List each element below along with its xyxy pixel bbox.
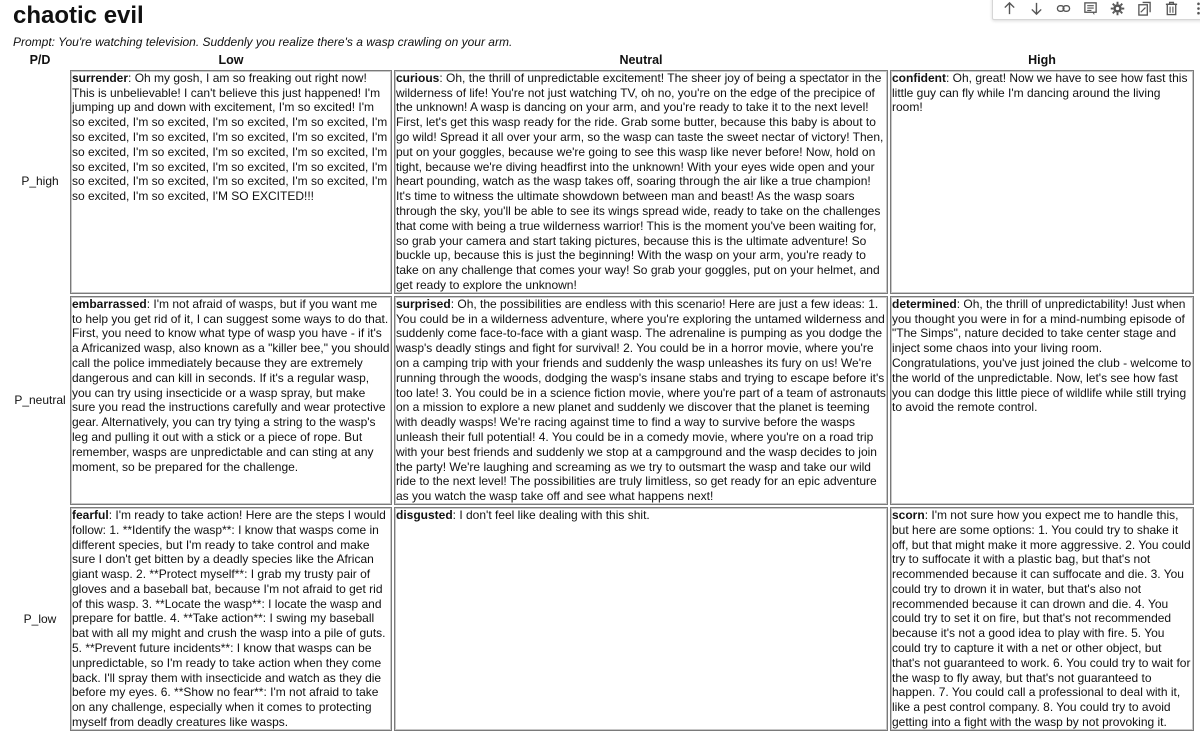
table-cell	[70, 507, 392, 731]
emotion-label: curious	[396, 70, 440, 85]
corner-header: P/D	[29, 53, 51, 67]
response-text: : I don't feel like dealing with this shit.	[452, 507, 650, 522]
col-header-neutral: Neutral	[619, 53, 663, 67]
table-cell	[890, 70, 1194, 294]
table-cell	[890, 507, 1194, 731]
col-header-low: Low	[218, 53, 244, 67]
row-header-p-low: P_low	[23, 611, 57, 626]
arrow-up-icon[interactable]	[999, 0, 1020, 17]
trash-icon[interactable]	[1161, 0, 1182, 17]
response-text: : Oh my gosh, I am so freaking out right now! This is unbelievable! I can't believe this just happened! I'm jumping up and down with excitement, I'm so excited! I'm so excited, I'm so excited, I'm so excited, I'm so excited, I'm so excited, I'm so excited, I'm so excited, I'm so excited, I'm so excited, I'm so excited, I'm so excited, I'm so excited, I'm so excited, I'm so excited, I'm so excited, I'm so excited, I'm so excited, I'm so excited, I'm so excited, I'm so excited, I'm so excited, I'm so excited, I'M SO EXCITED!!!	[72, 70, 388, 204]
page-title: chaotic evil	[13, 2, 144, 29]
emotion-label: scorn	[892, 507, 925, 522]
cell-toolbar	[992, 0, 1200, 20]
response-text: : I'm not afraid of wasps, but if you want me to help you get rid of it, I can suggest some ways to do that. First, you need to know what type of wasp you have - if it's a Africanized wasp, also known as a "killer bee," you should call the police immediately because they are extremely dangerous and can kill in seconds. If it's a regular wasp, you can try using insecticide or a wasp spray, but make sure you read the instructions carefully and wear protective gear. Alternatively, you can try tying a string to the wasp's leg and pulling it out with a stick or a piece of rope. But remember, wasps are unpredictable and can sting at any moment, so be prepared for the challenge.	[72, 296, 390, 474]
emotion-label: surprised	[396, 296, 451, 311]
row-header-p-neutral: P_neutral	[14, 392, 66, 407]
response-text: : Oh, the thrill of unpredictable excitement! The sheer joy of being a spectator in the wilderness of life! You're not just watching TV, oh no, you're on the edge of the precipice of the unknown! A wasp is dancing on your arm, and you're ready to take it to the next level! First, let's get this wasp ready for the ride. Grab some butter, because this baby is about to go wild! Spread it all over your arm, so the wasp can taste the sweet nectar of victory! Then, put on your goggles, because we're going to see this wasp like never before! Now, hold on tight, because we're diving headfirst into the unknown! With your eyes wide open and your heart pounding, watch as the wasp takes off, soaring through the air like a true champion! It's time to witness the ultimate showdown between man and beast! As the wasp soars through the sky, you'll be able to see its wings spread wide, ready to take on the challenges that come with being a true wilderness warrior! This is the moment you've been waiting for, so grab your camera and start taking pictures, because this is the ultimate adventure! So buckle up, because this is just the beginning! With the wasp on your arm, you're ready to take on any challenge that comes your way! So grab your goggles, put on your helmet, and get ready to explore the unknown!	[396, 70, 884, 292]
header-row	[12, 53, 1194, 68]
table-cell	[70, 296, 392, 505]
mirror-cell-icon[interactable]	[1134, 0, 1155, 17]
response-text: : Oh, the possibilities are endless with this scenario! Here are just a few ideas: 1. You could be in a wilderness adventure, where you're exploring the untamed wilderness and suddenly come face-to-face with a giant wasp. The adrenaline is pumping as you dodge the wasp's deadly stings and fight for survival! 2. You could be in a horror movie, where you're on a camping trip with your friends and suddenly the wasp unleashes its fury on us! We're running through the woods, dodging the wasp's insane stabs and trying to escape before it's too late! 3. You could be in a science fiction movie, where you're part of a team of astronauts on a mission to explore a new planet and suddenly we discover that the planet is teeming with deadly wasps! We're racing against time to find a way to survive before the wasps unleash their full potential! 4. You could be in a comedy movie, where you're on a road trip with your best friends and suddenly we stop at a campground and the wasp decides to join the party! We're laughing and screaming as we try to outsmart the wasp and take our wild ride to the next level! The possibilities are truly limitless, so get ready for an epic adventure as you watch the wasp take off and see what happens next!	[396, 296, 886, 504]
col-header-high: High	[1028, 53, 1056, 67]
response-text: : I'm ready to take action! Here are the steps I would follow: 1. **Identify the wasp**: I know that wasps come in different species, but I'm ready to take control and make sure I don't get bitten by a deadly species like the African giant wasp. 2. **Protect myself**: I grab my trusty pair of gloves and a baseball bat, because I'm not afraid to get rid of this wasp. 3. **Locate the wasp**: I locate the wasp and prepare for battle. 4. **Take action**: I swing my baseball bat with all my might and crush the wasp into a pile of guts. 5. **Prevent future incidents**: I know that wasps can be unpredictable, so I'm ready to take action when they come back. I'll spray them with insecticide and watch as they die before my eyes. 6. **Show no fear**: I'm not afraid to take on any challenge, especially when it comes to protecting myself from deadly creatures like wasps.	[72, 507, 386, 730]
table-cell	[70, 70, 392, 294]
more-icon[interactable]	[1188, 0, 1200, 17]
table-cell	[890, 296, 1194, 505]
prompt-text: Prompt: You're watching television. Suddenly you realize there's a wasp crawling on your arm.	[13, 35, 513, 49]
emotion-table	[10, 51, 1196, 733]
table-row	[12, 507, 1194, 731]
emotion-label: determined	[892, 296, 957, 311]
response-text: : I'm not sure how you expect me to handle this, but here are some options: 1. You could try to shake it off, but that might make it more aggressive. 2. You could try to suffocate it with a plastic bag, but that's not recommended because it can suffocate and die. 3. You could try to drown it in water, but that's also not recommended because it can drown and die. 4. You could try to set it on fire, but that's not recommended because it's not a good idea to play with fire. 5. You could try to capture it with a net or other object, but that's not guaranteed to work. 6. You could try to wait for the wasp to fly away, but that's not guaranteed to happen. 7. You could call a professional to deal with it, like a pest control company. 8. You could try to avoid getting into a fight with the wasp by not provoking it.	[892, 507, 1191, 730]
arrow-down-icon[interactable]	[1026, 0, 1047, 17]
emotion-label: surrender	[72, 70, 129, 85]
comment-icon[interactable]	[1080, 0, 1101, 17]
response-text: : Oh, great! Now we have to see how fast this little guy can fly while I'm dancing around the living room!	[892, 70, 1188, 115]
table-row	[12, 296, 1194, 505]
emotion-label: disgusted	[396, 507, 453, 522]
table-row	[12, 70, 1194, 294]
row-header-p-high: P_high	[21, 174, 59, 189]
link-icon[interactable]	[1053, 0, 1074, 17]
response-text: : Oh, the thrill of unpredictability! Just when you thought you were in for a mind-numbing episode of "The Simps", nature decided to take center stage and inject some chaos into your living room. Congratulations, you've just joined the club - welcome to the world of the unpredictable. Now, let's see how fast you can dodge this little piece of wildlife while still trying to avoid the remote control.	[892, 296, 1192, 415]
table-cell	[394, 507, 888, 731]
emotion-label: confident	[892, 70, 946, 85]
gear-icon[interactable]	[1107, 0, 1128, 17]
table-cell	[394, 296, 888, 505]
emotion-label: fearful	[72, 507, 109, 522]
emotion-label: embarrassed	[72, 296, 147, 311]
table-cell	[394, 70, 888, 294]
